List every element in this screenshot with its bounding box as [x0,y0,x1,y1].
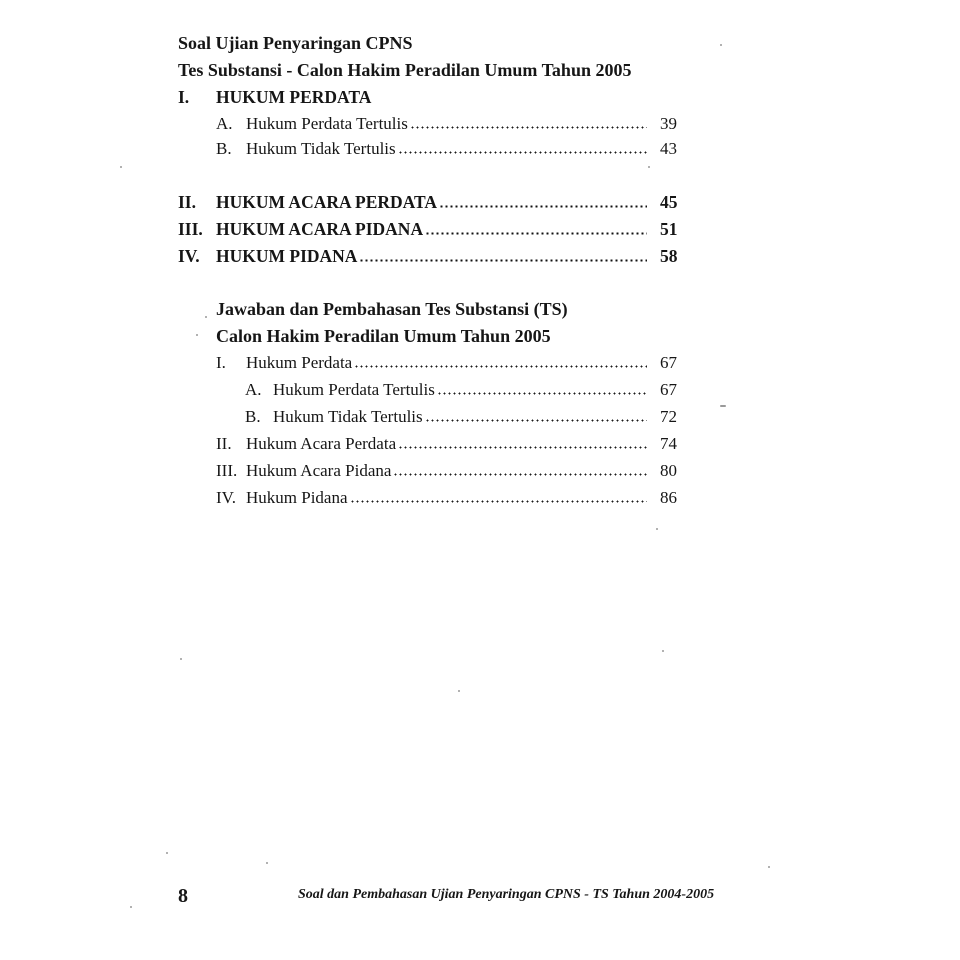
toc-page-number: 74 [660,434,677,453]
scan-speck [720,405,726,407]
toc-entry-label: Hukum Perdata Tertulis [246,114,408,133]
toc-section-number: III. [178,219,203,239]
toc-section-number: II. [178,192,196,212]
dot-leader [393,473,647,476]
toc-section-hukum-perdata [178,86,648,108]
scan-speck [458,690,460,692]
toc-entry-number: IV. [216,488,236,507]
footer-page-number: 8 [178,885,188,907]
toc-page-number: 67 [660,380,677,399]
toc-entry-number: B. [216,139,232,158]
dot-leader [425,232,647,235]
toc-subsection-hukum-tidak-tertulis[interactable] [216,138,650,160]
dot-leader [398,446,647,449]
scan-speck [196,334,198,336]
toc-section-label: HUKUM ACARA PIDANA [216,219,424,239]
scan-speck [180,658,182,660]
toc-page-number: 39 [660,114,677,133]
dot-leader [354,365,647,368]
toc-entry-label: Hukum Perdata Tertulis [273,380,435,399]
toc-section-label: HUKUM PIDANA [216,246,358,266]
toc-section-hukum-acara-pidana[interactable] [178,218,650,240]
toc-entry-number: B. [245,407,261,426]
toc-page-number: 45 [660,192,678,212]
toc-entry-label: Hukum Acara Perdata [246,434,397,453]
toc-subsection-hukum-perdata-tertulis[interactable] [216,113,650,135]
answers-item-hukum-tidak-tertulis[interactable] [245,406,650,428]
toc-entry-number: II. [216,434,232,453]
toc-entry-number: A. [245,380,262,399]
toc-entry-label: Hukum Tidak Tertulis [273,407,423,426]
dot-leader [410,126,647,129]
scan-speck [768,866,770,868]
toc-section-label: HUKUM PERDATA [216,87,372,107]
toc-section-hukum-pidana[interactable] [178,245,650,267]
answers-item-hukum-perdata[interactable] [216,352,650,374]
scan-speck [166,852,168,854]
dot-leader [359,259,647,262]
toc-entry-number: III. [216,461,238,480]
footer-running-title: Soal dan Pembahasan Ujian Penyaringan CPNS - TS Tahun 2004-2005 [298,887,715,902]
toc-section-hukum-acara-perdata[interactable] [178,191,650,213]
toc-entry-label: Hukum Tidak Tertulis [246,139,396,158]
toc-entry-label: Hukum Perdata [246,353,353,372]
toc-page-number: 72 [660,407,677,426]
scan-speck [656,528,658,530]
scan-speck [266,862,268,864]
answers-item-hukum-acara-perdata[interactable] [216,433,650,455]
scan-speck [662,650,664,652]
answers-item-hukum-pidana[interactable] [216,487,650,509]
toc-section-number: I. [178,87,190,107]
answers-subtitle: Calon Hakim Peradilan Umum Tahun 2005 [216,326,551,346]
toc-page-number: 86 [660,488,677,507]
dot-leader [350,500,647,503]
toc-section-number: IV. [178,246,200,266]
scan-speck [648,166,650,168]
toc-entry-number: A. [216,114,233,133]
scan-speck [120,166,122,168]
document-title: Soal Ujian Penyaringan CPNS [178,33,413,53]
scan-speck [720,44,722,46]
scan-speck [205,316,207,318]
dot-leader [425,419,647,422]
toc-page-number: 80 [660,461,677,480]
dot-leader [439,205,647,208]
toc-page-number: 43 [660,139,677,158]
dot-leader [398,151,647,154]
answers-item-hukum-perdata-tertulis[interactable] [245,379,650,401]
toc-page-number: 58 [660,246,678,266]
toc-page-number: 67 [660,353,677,372]
dot-leader [437,392,647,395]
toc-section-label: HUKUM ACARA PERDATA [216,192,438,212]
toc-entry-number: I. [216,353,226,372]
toc-entry-label: Hukum Pidana [246,488,348,507]
answers-title: Jawaban dan Pembahasan Tes Substansi (TS) [216,299,568,319]
toc-page-number: 51 [660,219,678,239]
answers-item-hukum-acara-pidana[interactable] [216,460,650,482]
toc-entry-label: Hukum Acara Pidana [246,461,392,480]
document-subtitle: Tes Substansi - Calon Hakim Peradilan Umum Tahun 2005 [178,60,632,80]
scan-speck [130,906,132,908]
